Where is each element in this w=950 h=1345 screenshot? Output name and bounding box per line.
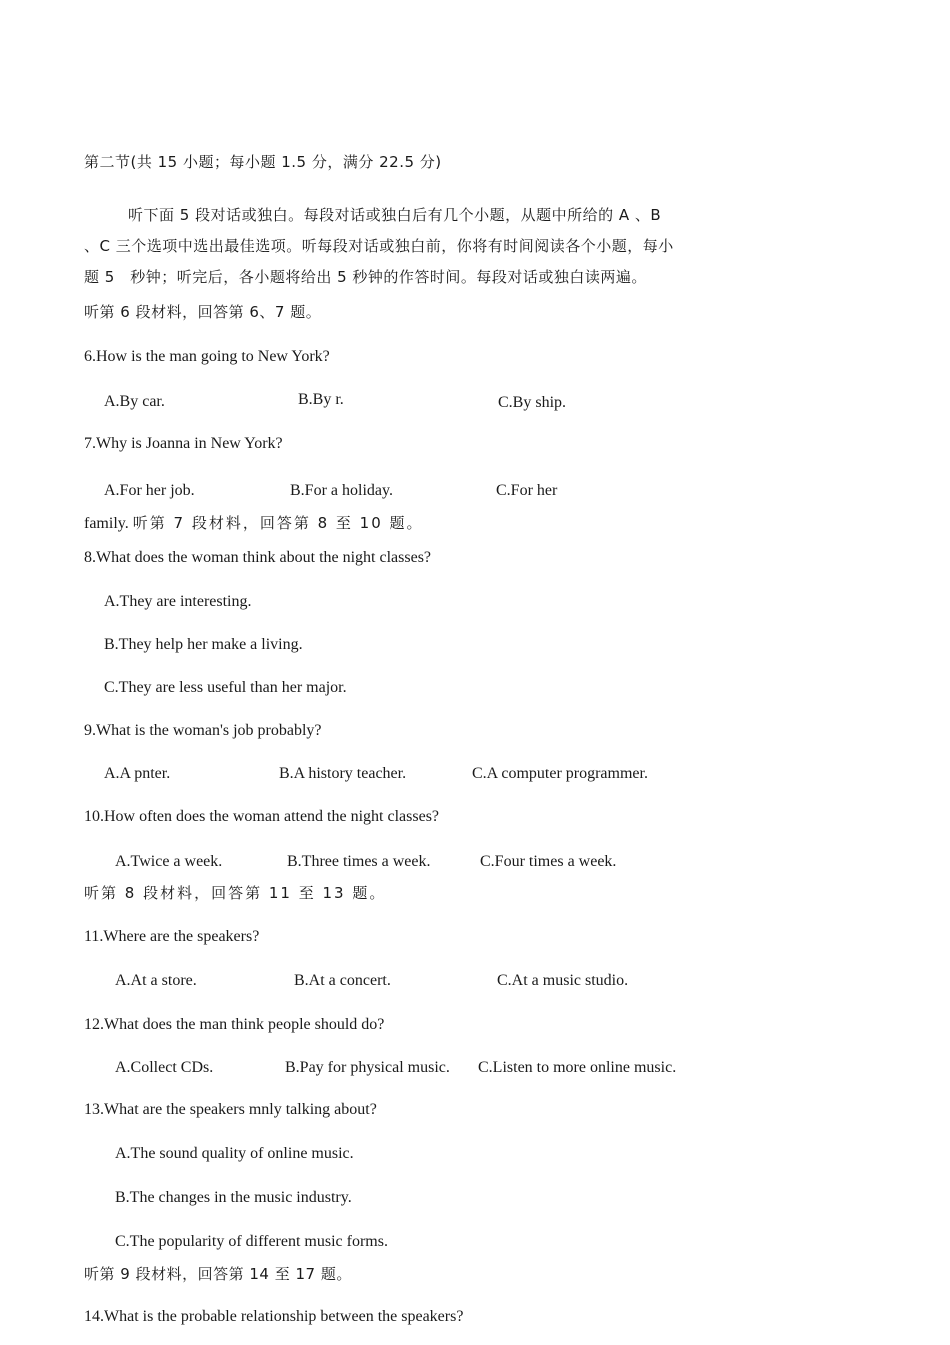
question-10-option-b: B.Three times a week. — [287, 853, 431, 870]
question-6-option-b: B.By r. — [298, 391, 344, 408]
question-9-stem: 9.What is the woman's job probably? — [84, 722, 322, 739]
material-note-9: 听第 9 段材料，回答第 14 至 17 题。 — [84, 1265, 352, 1283]
question-8-stem: 8.What does the woman think about the night classes? — [84, 549, 432, 566]
question-13-option-c: C.The popularity of different music forms. — [115, 1233, 388, 1250]
question-7-option-a: A.For her job. — [104, 482, 195, 499]
question-9-option-a: A.A pnter. — [104, 765, 171, 782]
question-14-stem: 14.What is the probable relationship between the speakers? — [84, 1308, 464, 1325]
instruction-line-2: 、C 三个选项中选出最佳选项。听每段对话或独白前，你将有时间阅读各个小题，每小 — [84, 237, 674, 255]
question-7-stem: 7.Why is Joanna in New York? — [84, 435, 283, 452]
question-8-option-a: A.They are interesting. — [104, 593, 252, 610]
question-7-option-c-continued — [84, 513, 424, 534]
material-note-6: 听第 6 段材料，回答第 6、7 题。 — [84, 303, 322, 321]
question-13-option-b: B.The changes in the music industry. — [115, 1189, 352, 1206]
instruction-line-3: 题 5 秒钟；听完后，各小题将给出 5 秒钟的作答时间。每段对话或独白读两遍。 — [84, 268, 647, 286]
question-7-option-c: C.For her — [496, 482, 558, 499]
question-12-option-b: B.Pay for physical music. — [285, 1059, 450, 1076]
question-6-option-c: C.By ship. — [498, 394, 567, 411]
question-6-stem: 6.How is the man going to New York? — [84, 348, 330, 365]
question-12-option-c: C.Listen to more online music. — [478, 1059, 677, 1076]
question-8-option-b: B.They help her make a living. — [104, 636, 303, 653]
question-9-option-b: B.A history teacher. — [279, 765, 407, 782]
question-6-option-a: A.By car. — [104, 393, 165, 410]
question-11-option-b: B.At a concert. — [294, 972, 391, 989]
question-10-option-c: C.Four times a week. — [480, 853, 617, 870]
question-7-option-c-tail: family. — [84, 515, 129, 532]
question-10-option-a: A.Twice a week. — [115, 853, 223, 870]
question-11-option-a: A.At a store. — [115, 972, 197, 989]
question-12-option-a: A.Collect CDs. — [115, 1059, 214, 1076]
question-9-option-c: C.A computer programmer. — [472, 765, 648, 782]
question-12-stem: 12.What does the man think people should do? — [84, 1016, 385, 1033]
instruction-line-1: 听下面 5 段对话或独白。每段对话或独白后有几个小题，从题中所给的 A 、B — [128, 206, 662, 224]
section-heading: 第二节(共 15 小题；每小题 1.5 分，满分 22.5 分) — [84, 153, 442, 171]
question-13-stem: 13.What are the speakers mnly talking about? — [84, 1101, 377, 1118]
question-10-stem: 10.How often does the woman attend the night classes? — [84, 808, 440, 825]
question-11-option-c: C.At a music studio. — [497, 972, 629, 989]
question-11-stem: 11.Where are the speakers? — [84, 928, 260, 945]
material-note-8: 听第 8 段材料，回答第 11 至 13 题。 — [84, 884, 387, 902]
question-13-option-a: A.The sound quality of online music. — [115, 1145, 354, 1162]
material-note-7: 听第 7 段材料，回答第 8 至 10 题。 — [132, 514, 424, 532]
question-8-option-c: C.They are less useful than her major. — [104, 679, 347, 696]
question-7-option-b: B.For a holiday. — [290, 482, 393, 499]
